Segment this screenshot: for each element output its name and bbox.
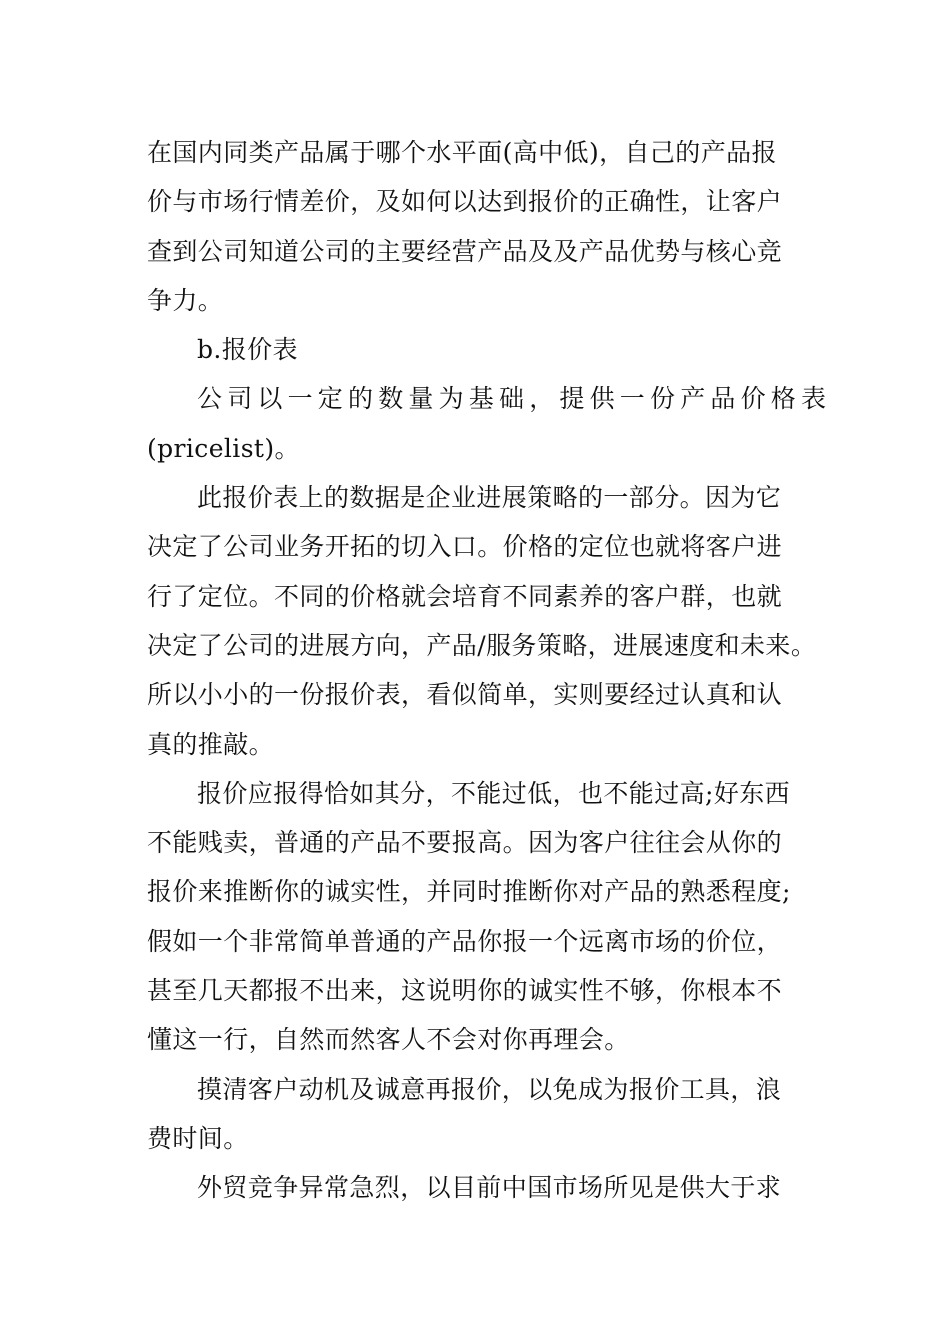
text-line: (pricelist)。 xyxy=(147,433,300,463)
text-line: 假如一个非常简单普通的产品你报一个远离市场的价位， xyxy=(147,926,783,956)
text-line: 甚至几天都报不出来，这说明你的诚实性不够，你根本不 xyxy=(147,976,783,1006)
text-line: 决定了公司的进展方向，产品/服务策略，进展速度和未来。 xyxy=(147,630,817,660)
text-line: 费时间。 xyxy=(147,1123,249,1153)
text-line: 争力。 xyxy=(147,285,224,315)
text-line: 摸清客户动机及诚意再报价，以免成为报价工具，浪 xyxy=(197,1074,782,1104)
text-line: 此报价表上的数据是企业进展策略的一部分。因为它 xyxy=(197,483,782,513)
section-heading: b.报价表 xyxy=(197,335,298,365)
text-line: 真的推敲。 xyxy=(147,729,275,759)
text-line: 所以小小的一份报价表，看似简单，实则要经过认真和认 xyxy=(147,680,783,710)
text-line: 报价来推断你的诚实性，并同时推断你对产品的熟悉程度; xyxy=(147,877,791,907)
text-line: 外贸竞争异常急烈，以目前中国市场所见是供大于求 xyxy=(197,1173,782,1203)
text-line: 行了定位。不同的价格就会培育不同素养的客户群，也就 xyxy=(147,581,783,611)
text-line: 懂这一行，自然而然客人不会对你再理会。 xyxy=(147,1025,630,1055)
text-line: 查到公司知道公司的主要经营产品及及产品优势与核心竞 xyxy=(147,236,783,266)
text-line: 决定了公司业务开拓的切入口。价格的定位也就将客户进 xyxy=(147,532,783,562)
text-line: 公司以一定的数量为基础，提供一份产品价格表 xyxy=(197,384,832,414)
text-line: 价与市场行情差价，及如何以达到报价的正确性，让客户 xyxy=(147,187,783,217)
text-line: 报价应报得恰如其分，不能过低，也不能过高;好东西 xyxy=(197,778,791,808)
document-body xyxy=(147,128,832,1213)
text-line: 在国内同类产品属于哪个水平面(高中低)，自己的产品报 xyxy=(147,138,777,167)
text-line: 不能贱卖，普通的产品不要报高。因为客户往往会从你的 xyxy=(147,828,783,858)
